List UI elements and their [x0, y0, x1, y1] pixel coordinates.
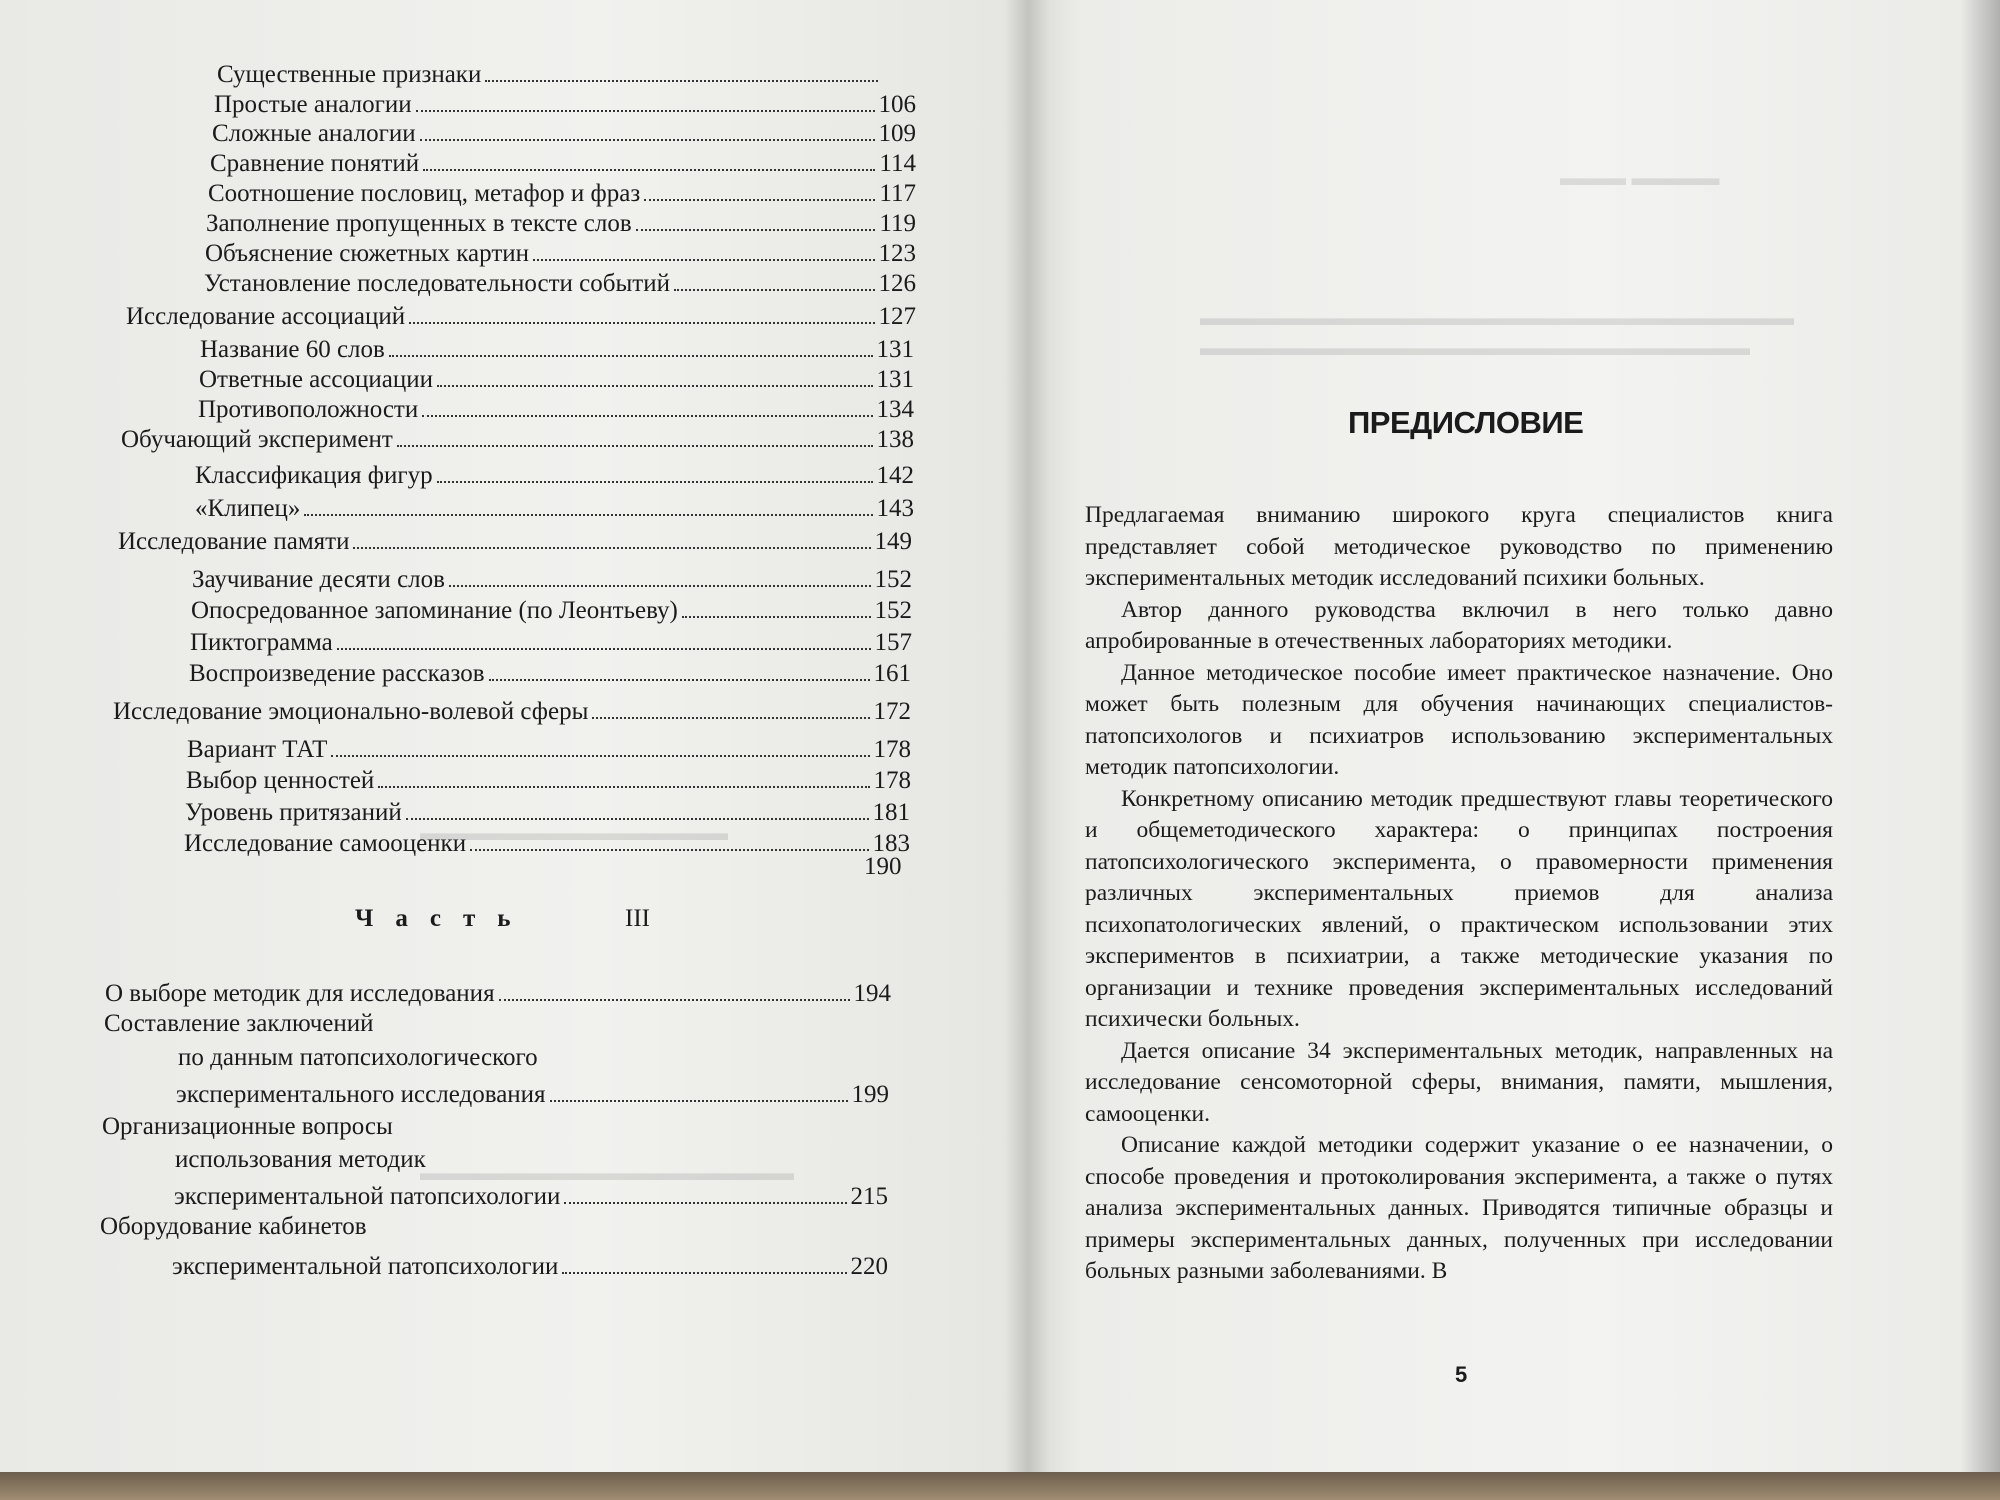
toc-entry: Заучивание десяти слов 152: [192, 563, 912, 597]
preface-paragraph: Данное методическое пособие имеет практическое назначение. Оно может быть полезным для обучения начинающих специалистов-патопсихологов и психиатров использованию экспериментальных методик патопсихологии.: [1085, 659, 1833, 780]
toc-entry: Пиктограмма 157: [190, 626, 912, 660]
part-number: III: [625, 905, 650, 932]
page-edge-shadow: [1960, 0, 2000, 1472]
toc-entry: Вариант ТАТ 178: [187, 733, 911, 767]
toc-entry: Уровень притязаний 181: [185, 796, 910, 830]
show-through-text: ▬▬▬▬▬▬▬▬▬▬▬▬▬▬▬▬▬▬▬▬▬▬▬▬▬: [1200, 335, 1750, 360]
toc-entry: Обучающий эксперимент 138: [121, 423, 914, 457]
toc-page-number: 190: [864, 853, 902, 880]
toc-entry: экспериментального исследования 199: [176, 1078, 889, 1112]
show-through-text: ▬▬▬ ▬▬▬▬: [1560, 165, 1720, 190]
toc-entry: экспериментальной патопсихологии 215: [174, 1180, 888, 1214]
toc-entry: Исследование ассоциаций 127: [126, 300, 916, 334]
part-heading: Часть: [355, 905, 533, 932]
toc-entry: Исследование эмоционально-волевой сферы 172: [113, 695, 911, 729]
preface-paragraph: Автор данного руководства включил в него только давно апробированные в отечественных лабораториях методики.: [1085, 596, 1833, 654]
toc-entry: Сложные аналогии 109: [212, 117, 916, 151]
toc-entry-line: Составление заключений: [104, 1010, 374, 1037]
toc-entry: Простые аналогии 106: [214, 88, 916, 122]
show-through-text: ▬▬▬▬▬▬▬▬▬▬▬▬▬▬: [420, 820, 728, 845]
toc-entry: Соотношение пословиц, метафор и фраз 117: [208, 177, 916, 211]
toc-entry: О выборе методик для исследования 194: [105, 977, 891, 1011]
toc-entry: Воспроизведение рассказов 161: [189, 657, 911, 691]
show-through-text: ▬▬▬▬▬▬▬▬▬▬▬▬▬▬▬▬▬: [420, 1160, 794, 1185]
toc-entry: Исследование памяти 149: [118, 525, 912, 559]
show-through-text: ▬▬▬▬▬▬▬▬▬▬▬▬▬▬▬▬▬▬▬▬▬▬▬▬▬▬▬: [1200, 305, 1794, 330]
page-number: 5: [1455, 1362, 1468, 1387]
toc-entry: экспериментальной патопсихологии 220: [172, 1250, 888, 1284]
toc-entry: Опосредованное запоминание (по Леонтьеву) 152: [191, 594, 912, 628]
toc-entry-line: Оборудование кабинетов: [100, 1213, 367, 1240]
toc-entry: Установление последовательности событий 126: [204, 267, 916, 301]
toc-entry: «Клипец» 143: [195, 492, 914, 526]
toc-entry: Исследование самооценки 183: [184, 827, 910, 861]
preface-paragraph: Конкретному описанию методик предшествуют главы теоретического и общеметодического характера: о принципах построения патопсихологического эксперимента, о правомерности применения различных экспериментальных приемов для анализа психопатологических явлений, о практическом использовании этих экспериментов в психиатрии, а также методические указания по организации и технике проведения экспериментальных исследований психически больных.: [1085, 785, 1833, 1032]
toc-entry-line: использования методик: [175, 1146, 426, 1173]
toc-entry: Существенные признаки: [217, 58, 882, 92]
toc-entry: Противоположности 134: [198, 393, 914, 427]
toc-entry: Заполнение пропущенных в тексте слов 119: [206, 207, 916, 241]
preface-paragraph: Предлагаемая вниманию широкого круга специалистов книга представляет собой методическое руководство по применению экспериментальных методик исследований психики больных.: [1085, 502, 1833, 591]
preface-paragraph: Описание каждой методики содержит указание о ее назначении, о способе проведения и протоколирования эксперимента, а также о путях анализа экспериментальных данных. Приводятся типичные образцы и примеры экспериментальных данных, полученных при исследовании больных разными заболеваниями. В: [1085, 1132, 1833, 1284]
toc-entry: Название 60 слов 131: [200, 333, 914, 367]
toc-entry: Классификация фигур 142: [195, 459, 914, 493]
toc-entry-line: Организационные вопросы: [102, 1113, 393, 1140]
preface-body: [1085, 500, 1833, 1288]
table-surface: [0, 1472, 2000, 1500]
preface-title: ПРЕДИСЛОВИЕ: [1348, 405, 1584, 440]
toc-entry: Объяснение сюжетных картин 123: [205, 237, 916, 271]
toc-entry: Выбор ценностей 178: [186, 764, 911, 798]
toc-entry-line: по данным патопсихологического: [178, 1044, 538, 1071]
preface-paragraph: Дается описание 34 экспериментальных методик, направленных на исследование сенсомоторной сферы, внимания, памяти, мышления, самооценки.: [1085, 1037, 1833, 1127]
toc-entry: Ответные ассоциации 131: [199, 363, 914, 397]
toc-entry: Сравнение понятий 114: [210, 147, 916, 181]
